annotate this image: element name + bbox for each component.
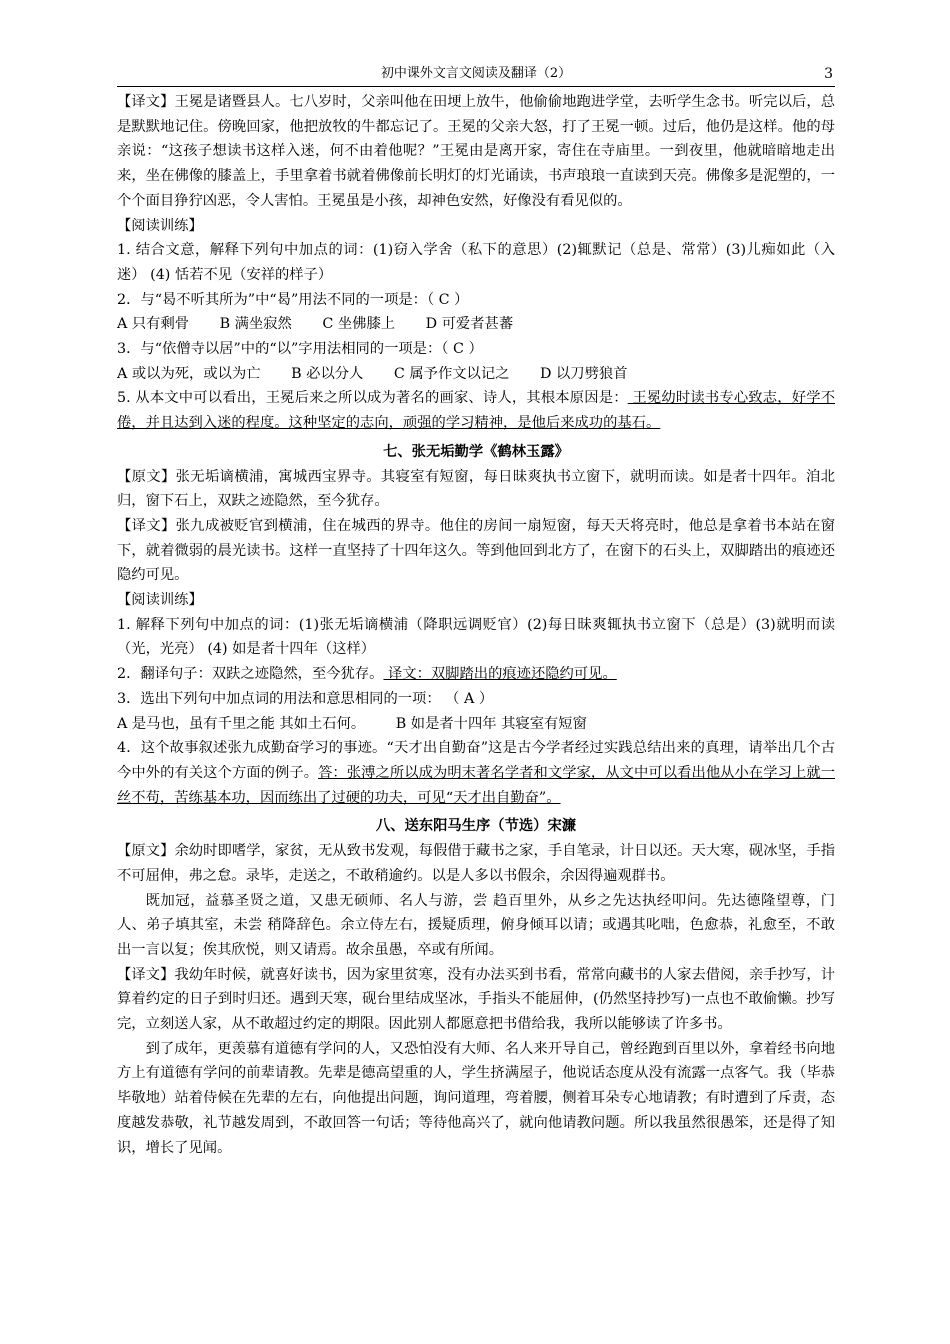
s6-q1: 1. 结合文意，解释下列句中加点的词：(1)窃入学舍（私下的意思）(2)辄默记（总是、常常）(3)儿痴如此（入迷） (4) 恬若不见（安祥的样子）	[117, 242, 835, 283]
s6-q2: 2．与“曷不听其所为”中“曷”用法不同的一项是：（ C ）	[117, 291, 469, 308]
page-content	[117, 90, 835, 1160]
s7-q1: 1. 解释下列句中加点的词：(1)张无垢谪横浦（降职远调贬官）(2)每日昧爽辄执书立窗下（总是）(3)就明而读（光，光亮） (4) 如是者十四年（这样）	[117, 616, 835, 658]
s8-original-p2: 既加冠，益慕圣贤之道，又患无硕师、名人与游，尝 趋百里外，从乡之先达执经叩问。先达德隆望尊，门人、弟子填其室，未尝 稍降辞色。余立侍左右，援疑质理，俯身倾耳以请；或遇其叱咄，色愈恭，礼愈至，不敢出一言以复；俟其欣悦，则又请焉。故余虽愚，卒或有所闻。	[117, 892, 835, 958]
s7-q3-option-b: B 如是者十四年 其寝室有短窗	[395, 715, 587, 732]
s7-q3: 3．选出下列句中加点词的用法和意思相同的一项： （ A ）	[117, 690, 494, 707]
s6-q2-option-d: D 可爱者甚蕃	[425, 316, 514, 333]
s6-q5-answer: 王冕幼时读书专心致志，好学不倦，并且达到入迷的程度。这种坚定的志向，顽强的学习精神，是他后来成功的基石。	[117, 390, 835, 432]
s8-heading: 八、送东阳马生序（节选）宋濂	[375, 818, 577, 835]
s7-q4	[117, 736, 835, 810]
s7-original: 【原文】张无垢谪横浦，寓城西宝界寺。其寝室有短窗，每日昧爽执书立窗下，就明而读。如是者十四年。洎北归，窗下石上，双趺之迹隐然，至今犹存。	[117, 468, 835, 510]
s7-translation: 【译文】张九成被贬官到横浦，住在城西的界寺。他住的房间一扇短窗，每天天将亮时，他总是拿着书本站在窗下，就着微弱的晨光读书。这样一直坚持了十四年这久。等到他回到北方了，在窗下的石头上，双脚踏出的痕迹还隐约可见。	[117, 517, 835, 584]
s7-q4-answer: 答：张溥之所以成为明末著名学者和文学家，从文中可以看出他从小在学习上就一丝不苟，苦练基本功，因而练出了过硬的功夫，可见“天才出自勤奋”。	[117, 764, 836, 806]
s7-training-label: 【阅读训练】	[117, 592, 203, 609]
s8-original-p1: 【原文】余幼时即嗜学，家贫，无从致书发观，每假借于藏书之家，手自笔录，计日以还。天大寒，砚冰坚，手指不可屈伸，弗之怠。录毕，走送之，不敢稍逾约。以是人多以书假余，余因得遍观群书。	[117, 843, 835, 884]
s7-q4-question: 4．这个故事叙述张九成勤奋学习的事迹。“天才出自勤奋”这是古今学者经过实践总结出来的真理，请举出几个古今中外的有关这个方面的例子。	[117, 740, 835, 781]
s6-training-label: 【阅读训练】	[117, 217, 203, 234]
s7-q2-question: 2．翻译句子：双趺之迹隐然，至今犹存。	[117, 666, 384, 683]
s7-q3-option-a: A 是马也，虽有千里之能 其如土石何。	[117, 715, 366, 732]
s6-q3-option-b: B 必以分人	[291, 365, 364, 382]
s7-heading: 七、张无垢勤学《鹤林玉露》	[383, 443, 569, 460]
page-header	[117, 62, 835, 87]
header-title: 初中课外文言文阅读及翻译（2）	[380, 66, 572, 81]
s6-q3-option-d: D 以刀劈狼首	[540, 365, 628, 382]
s8-translation-p2: 到了成年，更羡慕有道德有学问的人，又恐怕没有大师、名人来开导自己，曾经跑到百里以外，拿着经书向地方上有道德有学问的前辈请教。先辈是德高望重的人，学生挤满屋子，他说话态度从没有流露一点客气。我（毕恭毕敬地）站着侍候在先辈的左右，向他提出问题，询问道理，弯着腰，侧着耳朵专心地请教；有时遭到了斥责，态度越发恭敬，礼节越发周到，不敢回答一句话；等待他高兴了，就向他请教问题。所以我虽然很愚笨，还是得了知识，增长了见闻。	[117, 1040, 835, 1156]
page-number: 3	[824, 66, 833, 82]
s8-translation-p1: 【译文】我幼年时候，就喜好读书，因为家里贫寒，没有办法买到书看，常常向藏书的人家去借阅，亲手抄写，计算着约定的日子到时归还。遇到天寒，砚台里结成坚冰，手指头不能屈伸，(仍然坚持抄写)一点也不敢偷懒。抄写完，立刻送人家，从不敢超过约定的期限。因此别人都愿意把书借给我，我所以能够读了许多书。	[117, 966, 835, 1033]
s6-q5	[117, 386, 835, 435]
s6-q2-option-a: A 只有剩骨	[117, 316, 190, 333]
document-page	[117, 62, 835, 1160]
s6-q5-question: 5. 从本文中可以看出，王冕后来之所以成为著名的画家、诗人，其根本原因是：	[117, 390, 628, 407]
s6-q2-options	[117, 312, 835, 337]
s6-q3-option-a: A 或以为死，或以为亡	[117, 365, 261, 382]
s7-q3-options	[117, 712, 835, 737]
s6-q3-option-c: C 属予作文以记之	[393, 365, 510, 382]
s7-q2	[117, 662, 835, 687]
s6-q3: 3．与“依僧寺以居”中的“以”字用法相同的一项是：（ C ）	[117, 341, 483, 358]
s6-q2-option-c: C 坐佛膝上	[322, 316, 396, 333]
s7-q2-answer: 译文：双脚踏出的痕迹还隐约可见。	[383, 666, 617, 683]
s6-translation: 【译文】王冕是诸暨县人。七八岁时，父亲叫他在田埂上放牛，他偷偷地跑进学堂，去听学生念书。听完以后，总是默默地记住。傍晚回家，他把放牧的牛都忘记了。王冕的父亲大怒，打了王冕一顿。过后，他仍是这样。他的母亲说：“这孩子想读书这样入迷，何不由着他呢？”王冕由是离开家，寄住在寺庙里。一到夜里，他就暗暗地走出来，坐在佛像的膝盖上，手里拿着书就着佛像前长明灯的灯光诵读，书声琅琅一直读到天亮。佛像多是泥塑的，一个个面目狰狞凶恶，令人害怕。王冕虽是小孩，却神色安然，好像没有看见似的。	[117, 94, 835, 209]
s6-q2-option-b: B 满坐寂然	[219, 316, 292, 333]
s6-q3-options	[117, 362, 835, 387]
